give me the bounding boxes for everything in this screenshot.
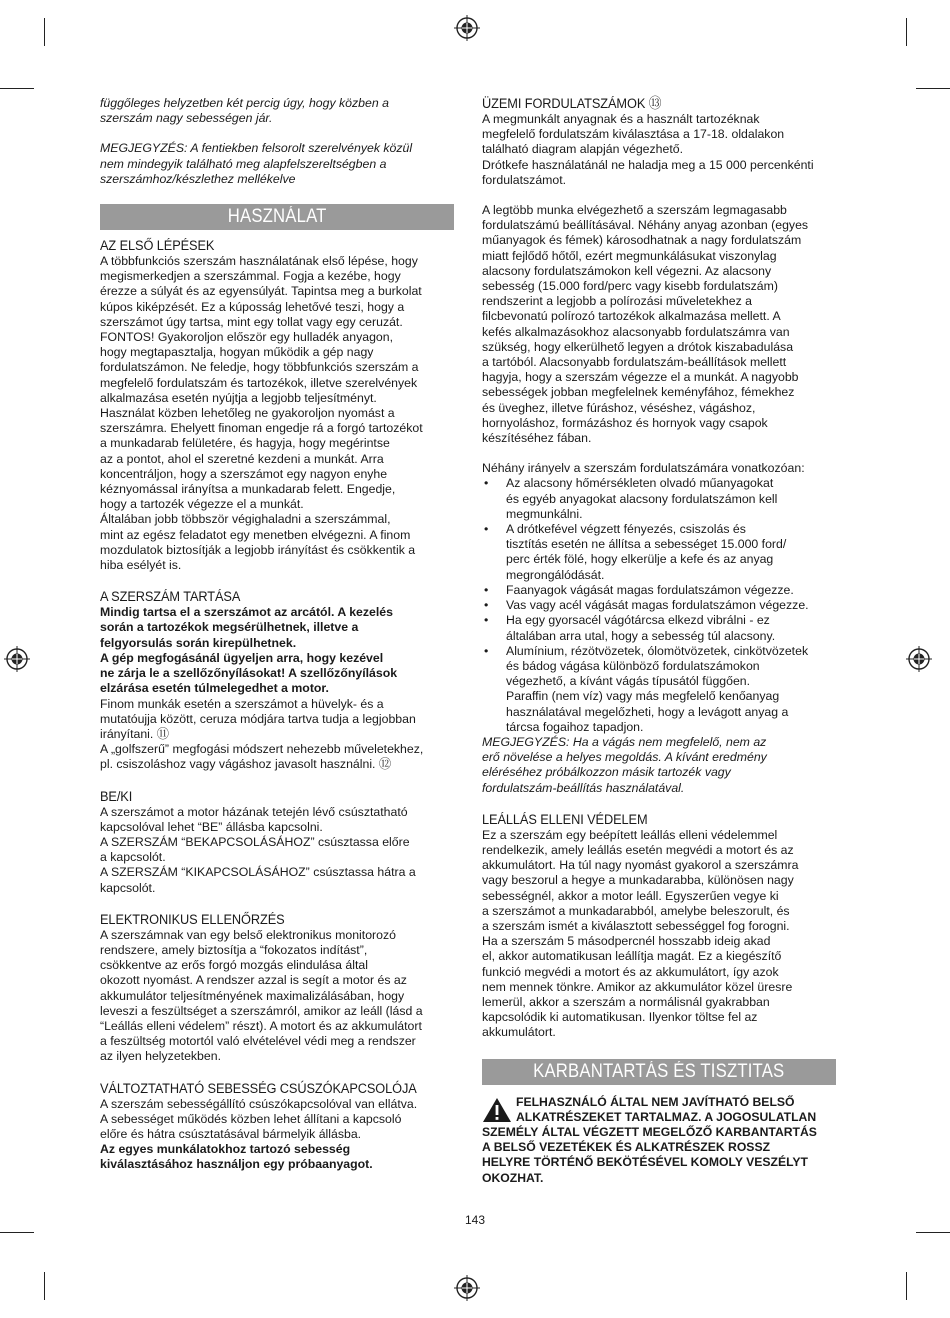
section-body: A szerszámot a motor házának tetején lévő csúsztatható kapcsolóval lehet “BE” állásba kapcsolni. A SZERSZÁM “BEKAPCSOLÁSÁHOZ” csúsztassa előre a kapcsolót. A SZERSZÁM “KIKAPCSOLÁSÁHOZ” csúsztassa hátra a kapcsolót. (100, 804, 416, 895)
speed-guideline-list (482, 476, 836, 734)
guideline-intro: Néhány irányelv a szerszám fordulatszámára vonatkozóan: (482, 461, 805, 476)
speed-tip-text: Az egyes munkálatokhoz tartozó sebesség kiválasztásához használjon egy próbaanyagot. (100, 1142, 373, 1172)
accessories-note: MEGJEGYZÉS: A fentiekben felsorolt szerelvények közül nem mindegyik található meg alapfelszereltségben a szerszámhoz/készlethez mellékelve (100, 141, 413, 186)
left-column (100, 96, 454, 1173)
crop-mark (0, 1232, 34, 1233)
section-heading: LEÁLLÁS ELLENI VÉDELEM (482, 811, 648, 828)
section-body: A szerszámnak van egy belső elektronikus monitorozó rendszere, amely biztosítja a “fokozatos indítást”, csökkentve az erős forgó mozgás elindulása által okozott nyomást. A rendszer azzal is segít a motor és az akkumulátor teljesítményének maximalizálásában, hogy leveszi a feszültséget a szerszámról, amikor az leáll (lásd a “Leállás elleni védelem” részt). A motort és az akkumulátort a feszültség motortól való elvételével védi meg a rendszer az ilyen helyzetekben. (100, 927, 423, 1064)
crop-mark (0, 88, 34, 89)
section-electronic-control (100, 912, 454, 1065)
section-holding (100, 589, 454, 772)
list-item: • Vas vagy acél vágását magas fordulatszámon végezze. (482, 598, 836, 613)
section-body: Finom munkák esetén a szerszámot a hüvelyk- és a mutatóujja között, ceruza módjára tartva tudja a legjobban irányítani. ⑪ A „golfszerű” megfogási módszert nehezebb műveletekhez, pl. csiszoláshoz vagy vágáshoz javasolt használni. ⑫ (100, 696, 424, 772)
list-item: • Alumínium, rézötvözetek, ólomötvözetek, cinkötvözetek és bádog vágása különböző fordulatszámokon végezhető, a kívánt vágás típusától függően. Paraffin (nem víz) vagy más megfelelő kenőanyag használatával megelőzheti, hogy a levágott anyag a tárcsa fogaihoz tapadjon. (482, 644, 836, 735)
section-body: Ez a szerszám egy beépített leállás elleni védelemmel rendelkezik, amely leállás esetén megvédi a motort és az akkumulátort. Ha túl nagy nyomást gyakorol a szerszámra vagy beszorul a hegye a munkadarabba, különösen nagy sebességnél, akkor a motor leáll. Egyszerűen vegye ki a szerszámot a munkadarabból, amelybe beleszorult, és a szerszám ismét a kiválasztott sebességgel fog forogni. Ha a szerszám 5 másodpercnél hosszabb ideig akad el, akkor automatikusan leállítja magát. Ez a kiegészítő funkció megvédi a motort és az akkumulátort, így azok nem mennek tönkre. Amikor az akkumulátor közel üresre lemerül, akkor a szerszám a normálisnál gyakrabban kapcsolódik ki automatikusan. Ilyenkor töltse fel az akkumulátort. (482, 827, 799, 1040)
section-body: A többfunkciós szerszám használatának első lépése, hogy megismerkedjen a szerszámmal. Fogja a kezébe, hogy érezze a súlyát és az egyensúlyát. Tapintsa meg a burkolat kúpos kiképzését. Ez a kúposság lehetővé teszi, hogy a szerszámot úgy tartsa, mint egy tollat vagy egy ceruzát. FONTOS! Gyakoroljon először egy hulladék anyagon, hogy megtapasztalja, hogyan működik a gép nagy fordulatszámon. Ne feledje, hogy többfunkciós szerszám a megfelelő fordulatszám és tartozékok, illetve szerelvények alkalmazása esetén nyújtja a legjobb teljesítményt. Használat közben lehetőleg ne gyakoroljon nyomást a szerszámra. Ehelyett finoman engedje rá a forgó tartozékot a munkadarab felületére, és hagyja, hogy megérintse az a pontot, ahol el szeretné kezdeni a munkát. Arra koncentráljon, hogy a szerszámot egy nagyon enyhe kéznyomással irányítsa a munkadarab felett. Engedje, hogy a tartozék végezze el a munkát. Általában jobb többször végighaladni a szerszámmal, mint az egész feladatot egy menetben elvégezni. A finom mozdulatok biztosítják a legjobb irányítást és csökkentik a hiba esélyét is. (100, 254, 423, 573)
crop-mark (44, 1272, 45, 1300)
section-body: A legtöbb munka elvégezhető a szerszám legmagasabb fordulatszámú beállításával. Néhány anyag azonban (egyes műanyagok és fémek) károsodhatnak a nagy fordulatszám miatt fejlődő hőtől, ezért megmunkálásukat viszonylag alacsony fordulatszámokon kell végezni. Az alacsony sebesség (15.000 ford/perc vagy kisebb fordulatszám) rendszerint a legjobb a polírozási műveletekhez a filcbevonatú polírozó tartozékok alkalmazása mellett. A kefés alkalmazásokhoz alacsonyabb fordulatszámra van szükség, hogy elkerülhető legyen a drótok kiszabadulása a tartóból. Alacsonyabb fordulatszám-beállítások mellett hagyja, hogy a szerszám végezze el a munkát. A nagyobb sebességek jobban megfelelnek keményfához, fémekhez és üveghez, illetve fúráshoz, véséshez, vágáshoz, hornyoláshoz, formázáshoz és hornyok vagy csapok készítéséhez fában. (482, 203, 809, 446)
section-body: A megmunkált anyagnak és a használt tartozéknak megfelelő fordulatszám kiválasztása a 17-18. oldalakon található diagram alapján végezhető. Drótkefe használatánál ne haladja meg a 15 000 percenkénti fordulatszámot. (482, 112, 814, 187)
registration-mark-icon (4, 646, 30, 672)
list-item: • A drótkefével végzett fényezés, csiszolás és tisztítás esetén ne állítsa a sebességet 15.000 ford/ perc érték fölé, hogy elkerülje a kefe és az anyag megrongálódását. (482, 522, 836, 583)
section-heading: ELEKTRONIKUS ELLENŐRZÉS (100, 911, 285, 928)
section-first-steps (100, 238, 454, 573)
maintenance-warning: FELHASZNÁLÓ ÁLTAL NEM JAVÍTHATÓ BELSŐ ALKATRÉSZEKET TARTALMAZ. A JOGOSULATLAN SZEMÉLY ÁLTAL VÉGZETT MEGELŐZŐ KARBANTARTÁS A BELSŐ VEZETÉKEK ÉS ALKATRÉSZEK ROSSZ HELYRE TÖRTÉNŐ BEKÖTÉSÉVEL KOMOLY VESZÉLYT OKOZHAT. (482, 1094, 817, 1185)
section-body: A szerszám sebességállító csúszókapcsolóval van ellátva. A sebességet működés közben lehet állítani a kapcsoló előre és hátra csúsztatásával bármelyik állásba. (100, 1096, 418, 1141)
page-number: 143 (464, 1213, 486, 1227)
section-heading: A SZERSZÁM TARTÁSA (100, 589, 241, 606)
section-on-off (100, 789, 454, 896)
section-operating-speeds (482, 96, 836, 796)
crop-mark (916, 88, 950, 89)
list-item: • Faanyagok vágását magas fordulatszámon végezze. (482, 583, 836, 598)
section-banner-maintenance: KARBANTARTÁS ÉS TISZTITAS (482, 1059, 836, 1085)
section-stall-protection (482, 812, 836, 1041)
list-item: • Az alacsony hőmérsékleten olvadó műanyagokat és egyéb anyagokat alacsony fordulatszámon kell megmunkálni. (482, 476, 836, 522)
intro-text: függőleges helyzetben két percig úgy, hogy közben a szerszám nagy sebességen jár. (100, 96, 389, 126)
section-variable-speed (100, 1081, 454, 1173)
cutting-note: MEGJEGYZÉS: Ha a vágás nem megfelelő, nem az erő növelése a helyes megoldás. A kívánt eredmény eléréséhez próbálkozzon másik tartozék vagy fordulatszám-beállítás használatával. (482, 734, 767, 795)
section-heading: ÜZEMI FORDULATSZÁMOK ⑬ (482, 96, 662, 112)
safety-warning-text: Mindig tartsa el a szerszámot az arcától. A kezelés során a tartozékok megsérülhetnek, illetve a felgyorsulás során kirepülhetnek. A gép megfogásánál ügyeljen arra, hogy kezével ne zárja le a szellőzőnyílásokat! A szellőzőnyílások elzárása esetén túlmelegedhet a motor. (100, 605, 398, 696)
warning-triangle-icon (482, 1097, 512, 1123)
registration-mark-icon (454, 15, 480, 41)
list-item: • Ha egy gyorsacél vágótárcsa elkezd vibrálni - ez általában arra utal, hogy a sebesség túl alacsony. (482, 613, 836, 643)
section-banner-usage: HASZNÁLAT (100, 204, 454, 230)
crop-mark (916, 1232, 950, 1233)
crop-mark (44, 18, 45, 46)
section-heading: VÁLTOZTATHATÓ SEBESSÉG CSÚSZÓKAPCSOLÓJA (100, 1080, 417, 1097)
crop-mark (906, 18, 907, 46)
registration-mark-icon (454, 1275, 480, 1301)
section-heading: AZ ELSŐ LÉPÉSEK (100, 238, 215, 255)
registration-mark-icon (906, 646, 932, 672)
right-column (482, 96, 836, 1186)
section-heading: BE/KI (100, 788, 133, 805)
crop-mark (906, 1272, 907, 1300)
